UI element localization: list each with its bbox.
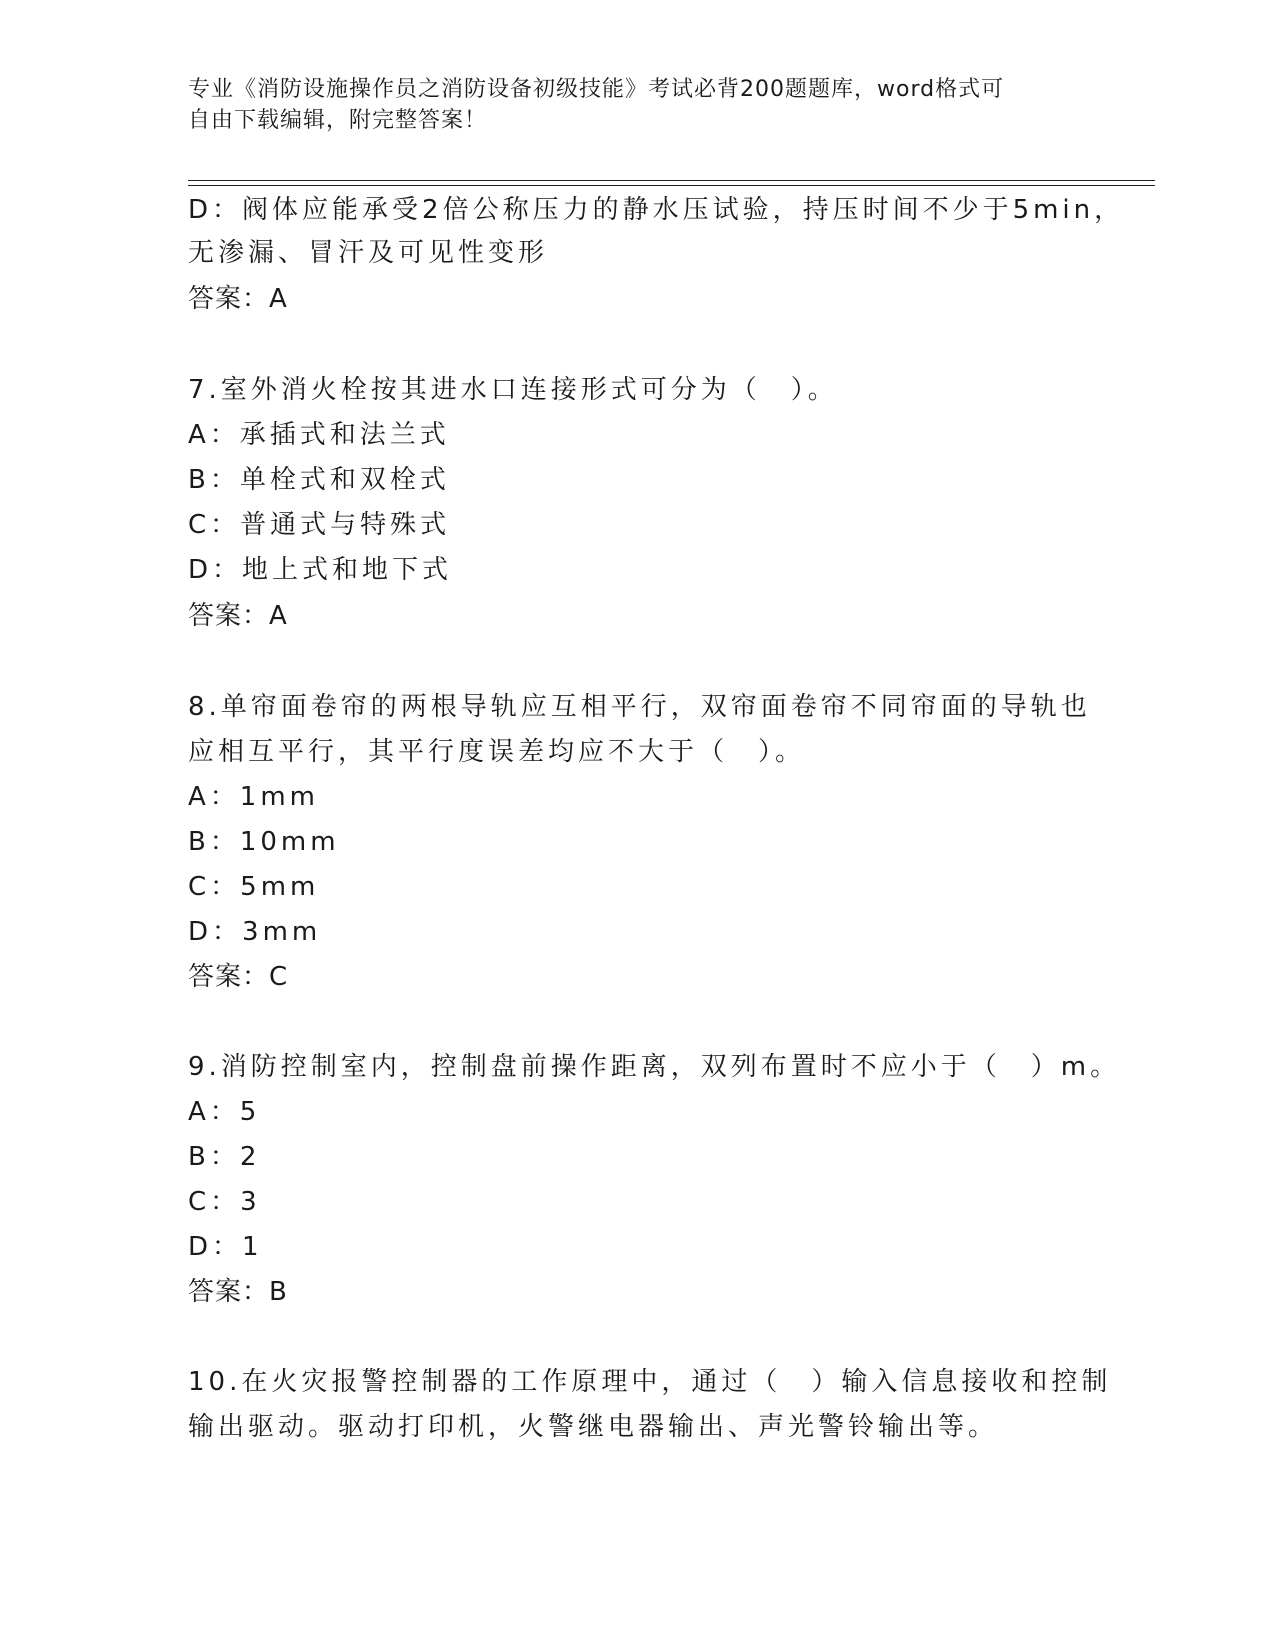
q7-option-c: C：普通式与特殊式 — [188, 510, 451, 540]
q9-option-d: D：1 — [188, 1232, 263, 1262]
q7-option-d: D：地上式和地下式 — [188, 555, 453, 585]
q10-stem-line-2: 输出驱动。驱动打印机，火警继电器输出、声光警铃输出等。 — [188, 1412, 999, 1442]
header-line-1: 专业《消防设施操作员之消防设备初级技能》考试必背200题题库，word格式可 — [188, 77, 1005, 102]
q8-option-a: A：1mm — [188, 782, 319, 812]
q8-option-d: D：3mm — [188, 917, 322, 947]
q8-stem-line-2: 应相互平行，其平行度误差均应不大于（ ）。 — [188, 737, 806, 767]
q7-answer: 答案：A — [188, 601, 288, 631]
q7-option-b: B：单栓式和双栓式 — [188, 465, 450, 495]
header-divider-top — [188, 180, 1155, 181]
document-header — [188, 74, 1068, 136]
q6-option-d-line-2: 无渗漏、冒汗及可见性变形 — [188, 238, 549, 268]
q8-option-b: B：10mm — [188, 827, 340, 857]
header-divider-bottom — [188, 185, 1155, 186]
q7-option-a: A：承插式和法兰式 — [188, 420, 450, 450]
q10-stem-line-1: 10.在火灾报警控制器的工作原理中，通过（ ）输入信息接收和控制 — [188, 1367, 1112, 1397]
q9-option-b: B：2 — [188, 1142, 261, 1172]
q9-option-a: A：5 — [188, 1097, 261, 1127]
header-line-2: 自由下载编辑，附完整答案！ — [188, 108, 488, 133]
q8-stem-line-1: 8.单帘面卷帘的两根导轨应互相平行，双帘面卷帘不同帘面的导轨也 — [188, 692, 1091, 722]
q9-option-c: C：3 — [188, 1187, 261, 1217]
q7-stem: 7.室外消火栓按其进水口连接形式可分为（ ）。 — [188, 375, 838, 405]
q6-answer: 答案：A — [188, 284, 288, 314]
q8-option-c: C：5mm — [188, 872, 320, 902]
q8-answer: 答案：C — [188, 962, 289, 992]
q9-stem: 9.消防控制室内，控制盘前操作距离，双列布置时不应小于（ ）m。 — [188, 1052, 1121, 1082]
q6-option-d-line-1: D：阀体应能承受2倍公称压力的静水压试验，持压时间不少于5min， — [188, 195, 1125, 225]
q9-answer: 答案：B — [188, 1277, 288, 1307]
